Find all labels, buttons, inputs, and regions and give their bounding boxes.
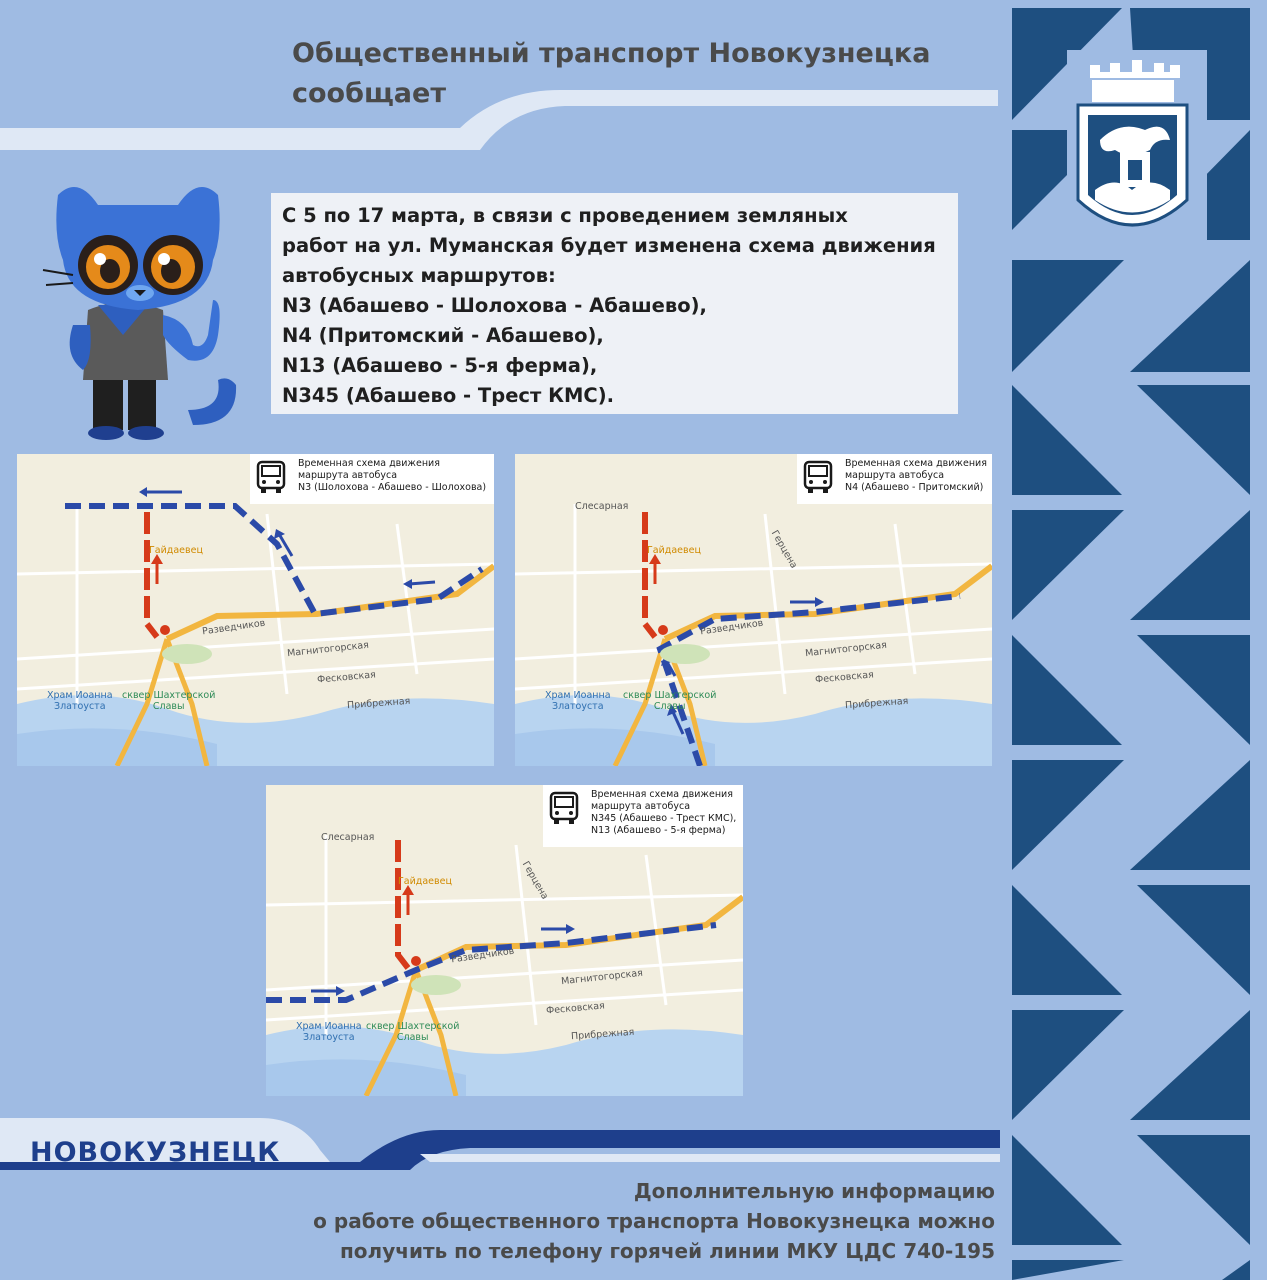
bus-icon [549, 791, 579, 825]
street-label: Слесарная [575, 501, 629, 512]
footer-line: Дополнительную информацию [633, 1179, 995, 1203]
street-label: Прибрежная [570, 1026, 635, 1043]
notice-line: N13 (Абашево - 5-я ферма), [282, 354, 598, 377]
bus-icon [803, 460, 833, 494]
church-label: Храм Иоанна Златоуста [296, 1021, 362, 1043]
title-line-2: сообщает [292, 78, 446, 109]
street-label: Магнитогорская [804, 639, 888, 660]
route-map-n4 [515, 454, 992, 766]
notice-line: N345 (Абашево - Трест КМС). [282, 384, 615, 407]
street-label: Разведчиков [201, 617, 267, 638]
footer-line: о работе общественного транспорта Новокузнецка можно [313, 1209, 995, 1233]
street-label: Магнитогорская [560, 967, 644, 988]
poi-label: Гайдаевец [398, 876, 452, 887]
street-label: Магнитогорская [286, 639, 370, 660]
church-label: Храм Иоанна Златоуста [545, 690, 611, 712]
footer-line: получить по телефону горячей линии МКУ ЦДС 740-195 [339, 1239, 995, 1263]
street-label: Разведчиков [450, 945, 516, 966]
route-map-n3 [17, 454, 494, 766]
city-brand: НОВОКУЗНЕЦК [30, 1137, 281, 1168]
notice-line: С 5 по 17 марта, в связи с проведением земляных [282, 204, 848, 227]
notice-line: работ на ул. Муманская будет изменена схема движения [282, 234, 936, 257]
map-caption: Временная схема движения маршрута автобуса N345 (Абашево - Трест КМС), N13 (Абашево - 5-я ферма) [543, 785, 743, 847]
street-label: Фесковская [814, 669, 875, 686]
street-label: Прибрежная [844, 695, 909, 712]
street-label: Разведчиков [699, 617, 765, 638]
page-title [292, 34, 992, 114]
street-label: Фесковская [316, 669, 377, 686]
map-caption: Временная схема движения маршрута автобуса N3 (Шолохова - Абашево - Шолохова) [250, 454, 494, 504]
park-label: сквер Шахтерской Славы [366, 1021, 460, 1043]
street-label: Прибрежная [346, 695, 411, 712]
notice-line: N4 (Притомский - Абашево), [282, 324, 604, 347]
notice-line: N3 (Абашево - Шолохова - Абашево), [282, 294, 707, 317]
footer-info [200, 1176, 995, 1266]
street-label: Герцена [768, 528, 800, 571]
map-caption: Временная схема движения маршрута автобуса N4 (Абашево - Притомский) [797, 454, 992, 504]
cat-mascot [38, 175, 243, 445]
park-label: сквер Шахтерской Славы [623, 690, 717, 712]
poi-label: Гайдаевец [647, 545, 701, 556]
park-label: сквер Шахтерской Славы [122, 690, 216, 712]
route-map-n345-n13 [266, 785, 743, 1096]
poi-label: Гайдаевец [149, 545, 203, 556]
church-label: Храм Иоанна Златоуста [47, 690, 113, 712]
notice-line: автобусных маршрутов: [282, 264, 556, 287]
notice-box [271, 193, 958, 414]
street-label: Фесковская [545, 1000, 606, 1017]
street-label: Герцена [519, 859, 551, 902]
city-coat-of-arms [1070, 60, 1195, 240]
title-line-1: Общественный транспорт Новокузнецка [292, 38, 931, 69]
bus-icon [256, 460, 286, 494]
street-label: Слесарная [321, 832, 375, 843]
